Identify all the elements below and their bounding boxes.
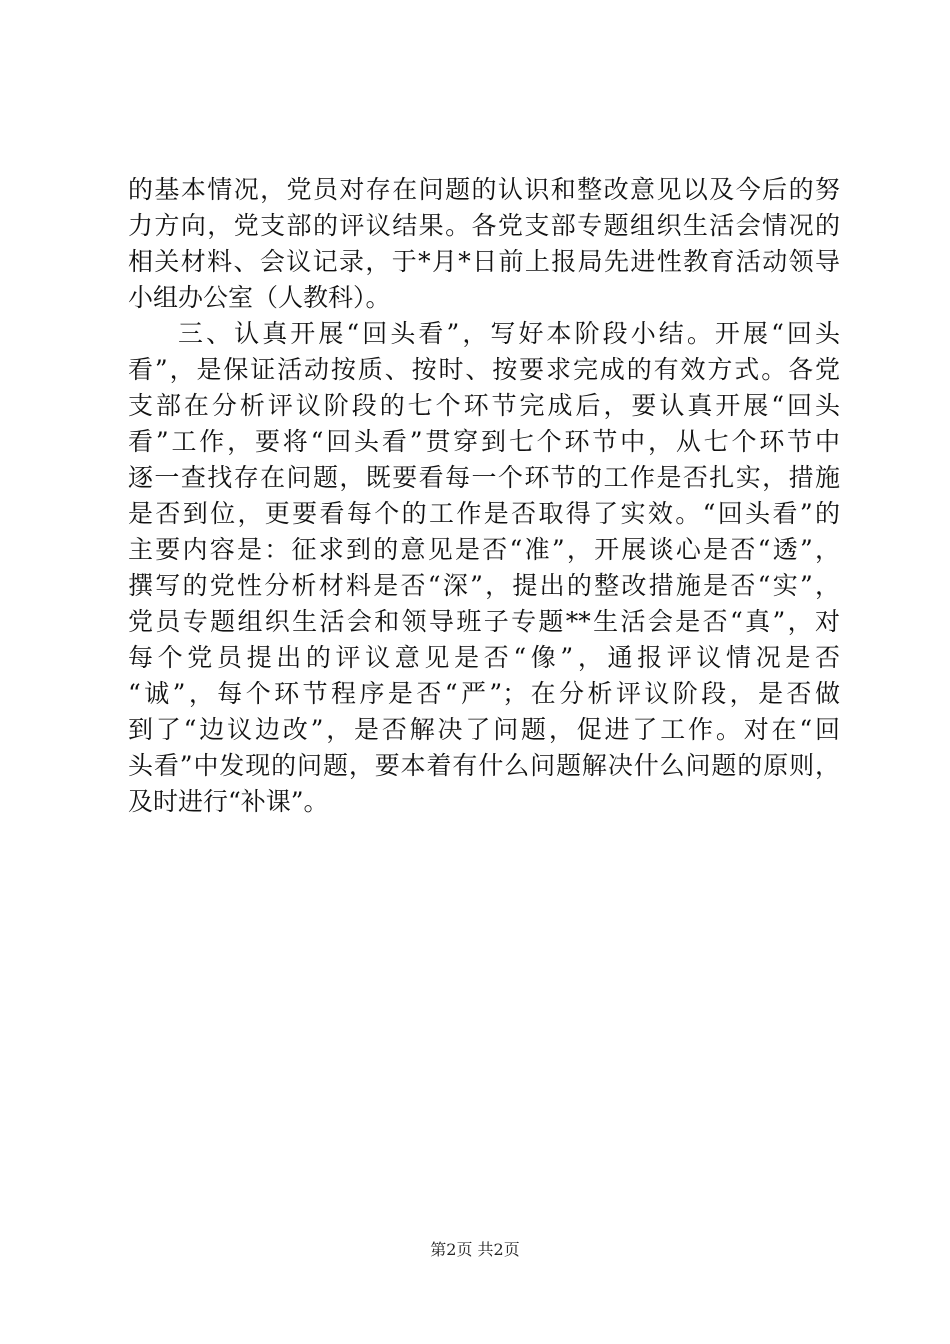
text-line: 撰写的党性分析材料是否“深”，提出的整改措施是否“实”， [128,571,840,600]
text-line: 到了“边议边改”，是否解决了问题，促进了工作。对在“回 [128,715,840,744]
text-line: 小组办公室（人教科）。 [128,283,391,312]
text-line: 的基本情况，党员对存在问题的认识和整改意见以及今后的努 [128,175,840,204]
text-line: 看”工作，要将“回头看”贯穿到七个环节中，从七个环节中 [128,427,840,456]
paragraph-1 [128,172,840,316]
page-footer [0,1240,950,1260]
text-line: 支部在分析评议阶段的七个环节完成后，要认真开展“回头 [128,391,840,420]
text-line: 相关材料、会议记录，于*月*日前上报局先进性教育活动领导 [128,247,840,276]
text-line: 头看”中发现的问题，要本着有什么问题解决什么问题的原则， [128,751,840,780]
text-line: 是否到位，更要看每个的工作是否取得了实效。“回头看”的 [128,499,840,528]
document-body [128,172,840,820]
text-line: 及时进行“补课”。 [128,787,329,816]
paragraph-2 [128,316,840,820]
text-line: 每个党员提出的评议意见是否“像”，通报评议情况是否 [128,643,840,672]
page-number: 第2页 共2页 [430,1240,520,1259]
text-line: 三、认真开展“回头看”，写好本阶段小结。开展“回头 [178,319,840,348]
text-line: 力方向，党支部的评议结果。各党支部专题组织生活会情况的 [128,211,840,240]
text-line: 主要内容是：征求到的意见是否“准”，开展谈心是否“透”， [128,535,840,564]
text-line: 党员专题组织生活会和领导班子专题**生活会是否“真”，对 [128,607,840,636]
text-line: “诚”，每个环节程序是否“严”；在分析评议阶段，是否做 [128,679,840,708]
text-line: 看”，是保证活动按质、按时、按要求完成的有效方式。各党 [128,355,840,384]
text-line: 逐一查找存在问题，既要看每一个环节的工作是否扎实，措施 [128,463,840,492]
